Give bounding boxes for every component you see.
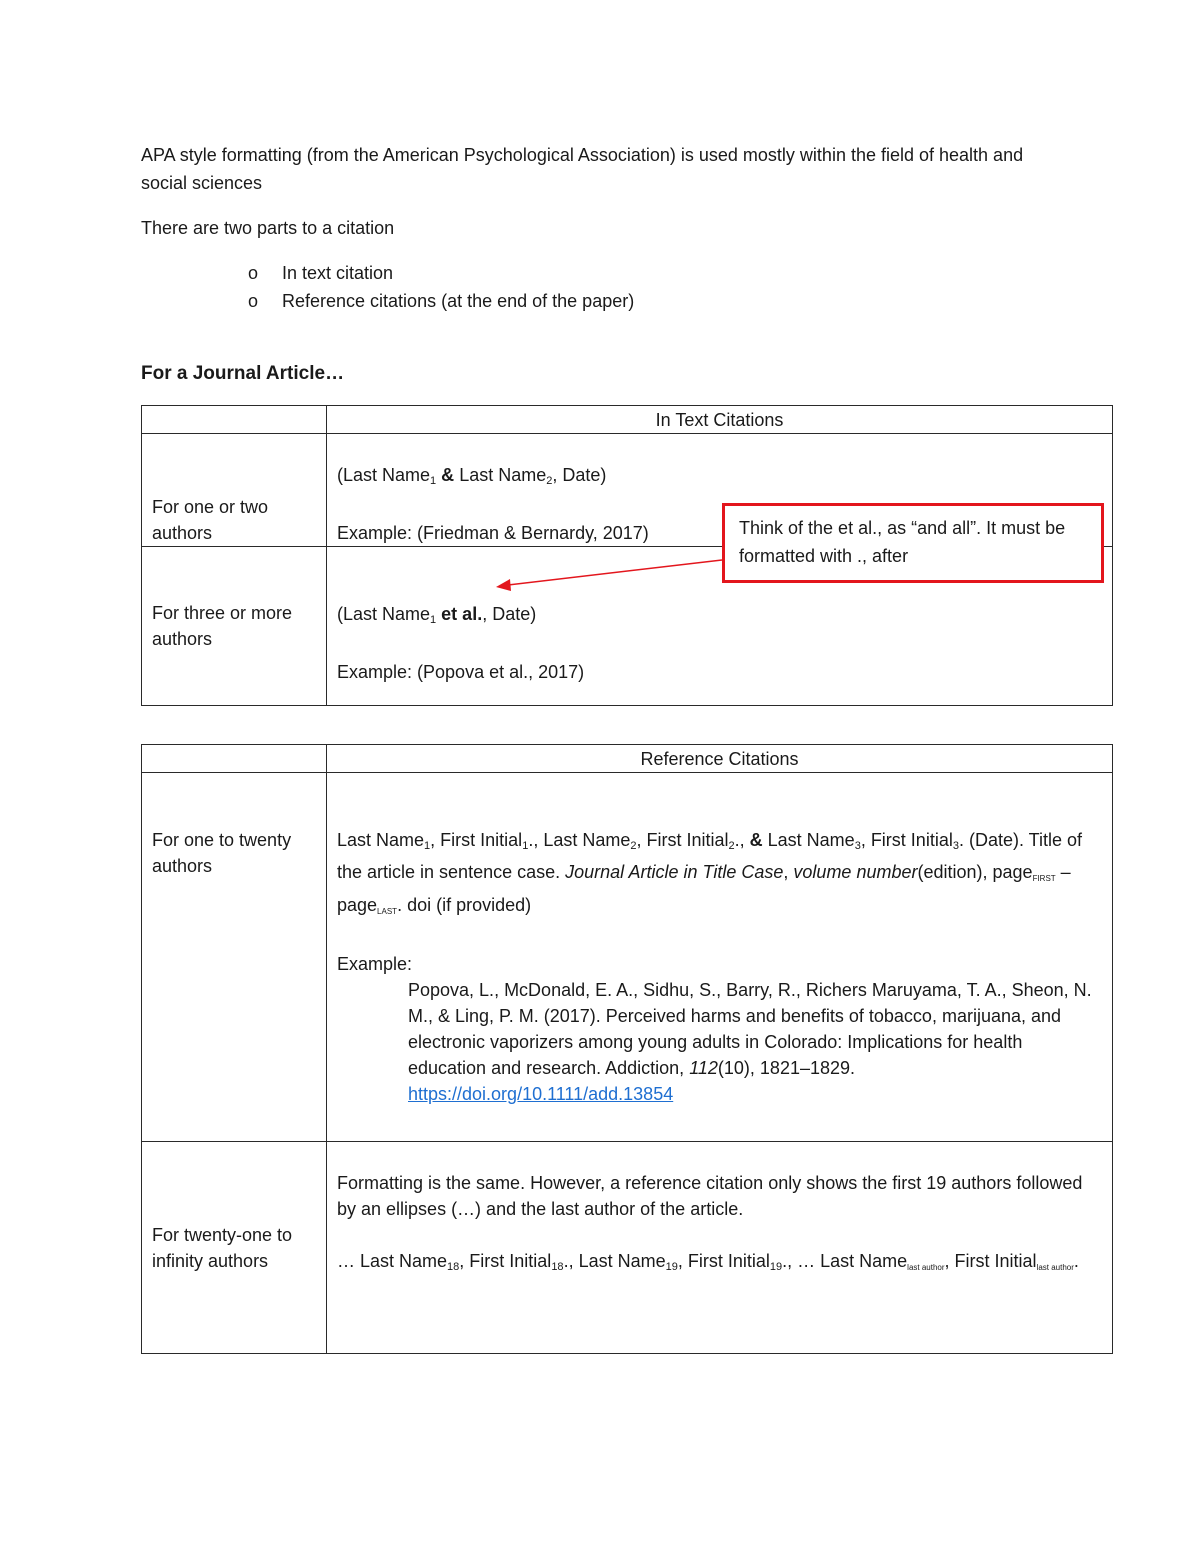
row-content	[327, 773, 1113, 1142]
row-label: For one to twenty authors	[142, 773, 327, 1142]
bullet-label: Reference citations (at the end of the paper)	[282, 291, 635, 311]
row-content	[327, 1142, 1113, 1354]
row-label: For twenty-one to infinity authors	[142, 1142, 327, 1354]
table-row	[142, 1142, 1113, 1354]
citation-parts-text: There are two parts to a citation	[141, 218, 395, 238]
citation-format: (Last Name$_1$ et al., Date)	[337, 604, 537, 626]
callout-text: Think of the et al., as “and all”. It must be formatted with ., after	[739, 518, 1066, 566]
intro-paragraph: APA style formatting (from the American Psychological Association) is used mostly within the field of health and social sciences	[141, 145, 1024, 193]
et-al-callout	[722, 503, 1104, 583]
table-row	[142, 773, 1113, 1142]
row-label: For one or two authors	[142, 434, 327, 547]
reference-format: Last Name$_1$, First Initial$_1$., Last Name$_2$, First Initial$_2$., & Last Name$_3$, First Initial$_3$. (Date). Title of the article in sentence case. Journal Article in Title Case, volume number(edition), pageFIRST – pageLAST. doi (if provided)	[337, 830, 1082, 916]
row-label: For three or more authors	[142, 547, 327, 706]
citation-example: Example: (Friedman & Bernardy, 2017)	[337, 523, 649, 543]
doi-link[interactable]: https://doi.org/10.1111/add.13854	[408, 1084, 674, 1104]
example-label: Example:	[337, 954, 413, 974]
table-header: Reference Citations	[327, 745, 1113, 773]
reference-example: Popova, L., McDonald, E. A., Sidhu, S., Barry, R., Richers Maruyama, T. A., Sheon, N. M., & Ling, P. M. (2017). Perceived harms and benefits of tobacco, marijuana, and electronic vaporizers among young adults in Colorado: Implications for health education and research. Addiction, 112(10), 1821–1829. https://doi.org/10.1111/add.13854	[408, 980, 1092, 1104]
bullet-item-in-text	[248, 259, 393, 287]
bullet-mark: o	[248, 263, 259, 283]
citation-format: (Last Name$_1$ & Last Name$_2$, Date)	[337, 465, 607, 487]
reference-note: Formatting is the same. However, a reference citation only shows the first 19 authors followed by an ellipses (…) and the last author of the article.	[337, 1173, 1083, 1219]
table-header: In Text Citations	[327, 406, 1113, 434]
bullet-label: In text citation	[282, 263, 394, 283]
bullet-item-reference	[248, 287, 634, 315]
header-empty-cell	[142, 406, 327, 434]
table-header-row	[142, 406, 1113, 434]
reference-citations-table	[141, 744, 1113, 1354]
citation-example: Example: (Popova et al., 2017)	[337, 662, 585, 682]
header-empty-cell	[142, 745, 327, 773]
reference-format: … Last Name$_{18}$, First Initial$_{18}$., Last Name$_{19}$, First Initial$_{19}$., … Last Namelast author, First Initiallast author.	[337, 1251, 1079, 1273]
section-heading: For a Journal Article…	[141, 363, 345, 384]
bullet-mark: o	[248, 291, 259, 311]
table-header-row	[142, 745, 1113, 773]
